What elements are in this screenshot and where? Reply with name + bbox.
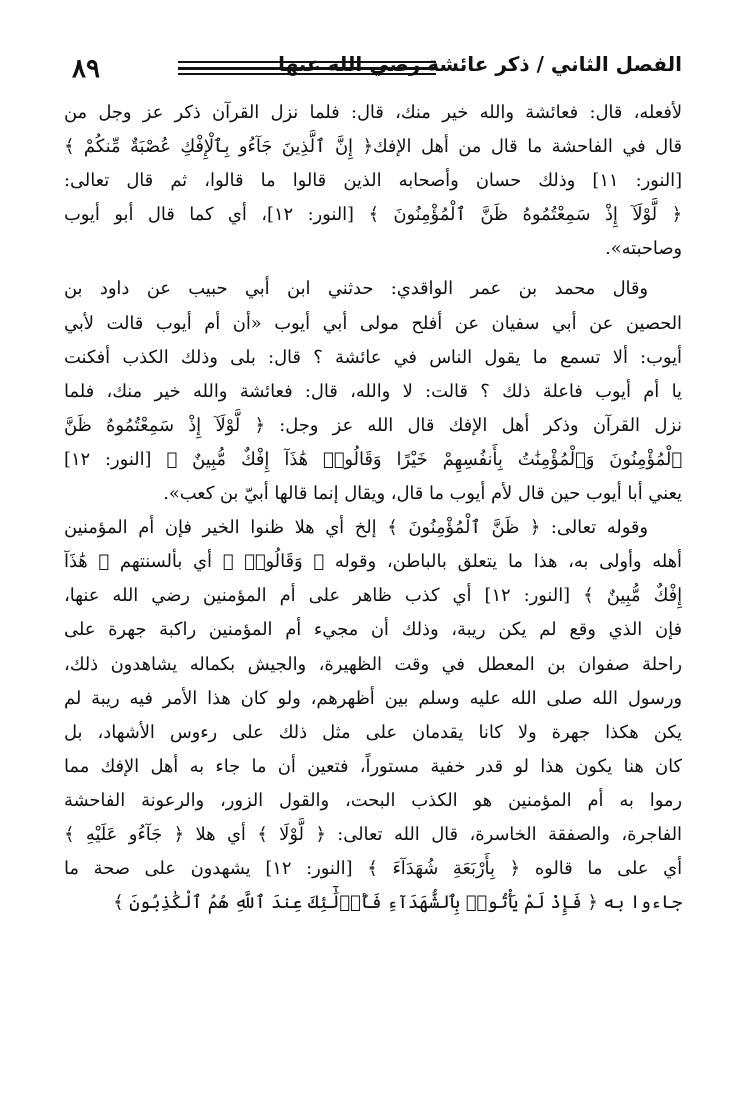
text-line: جاءوا به ﴿ فَإِذْ لَمْ يَأْتُوا۟ بِٱلشُّهَدَآءِ فَأُو۟لَٰٓئِكَ عِندَ ٱللَّهِ هُمُ ٱلْكَٰذِبُونَ ﴾ bbox=[113, 892, 682, 914]
text-line: وقوله تعالى: ﴿ ظَنَّ ٱلْمُؤْمِنُونَ ﴾ إلخ أي هلا ظنوا الخير فإن أم المؤمنين bbox=[64, 517, 648, 539]
paragraph bbox=[64, 272, 682, 511]
chapter-title: الفصل الثاني / ذكر عائشة رضي الله عنها bbox=[278, 52, 682, 76]
text-line: يا أم أيوب فاعلة ذلك ؟ قالت: لا والله، قال: فعائشة والله خير منك، فلما bbox=[64, 380, 682, 402]
text-line: وقال محمد بن عمر الواقدي: حدثني ابن أبي حبيب عن داود بن bbox=[64, 278, 648, 300]
text-line: فإن الذي وقع لم يكن ريبة، وذلك أن مجيء أم المؤمنين راكبة جهرة على bbox=[64, 619, 682, 641]
text-line: الحصين عن أبي سفيان عن أفلح مولى أبي أيوب «أن أم أيوب قالت لأبي bbox=[64, 312, 682, 334]
body-text bbox=[64, 96, 682, 920]
text-line: أي على ما قالوه ﴿ بِأَرْبَعَةِ شُهَدَآءَ ﴾ [النور: ١٢] يشهدون على صحة ما bbox=[64, 858, 682, 880]
text-line: يعني أبا أيوب حين قال لأم أيوب ما قال، ويقال إنما قالها أبيّ بن كعب». bbox=[163, 483, 682, 505]
text-line: ورسول الله صلى الله عليه وسلم بين أظهرهم، ولو كان هذا الأمر فيه ريبة لم bbox=[64, 687, 682, 709]
text-line: لأفعله، قال: فعائشة والله خير منك، قال: فلما نزل القرآن ذكر عز وجل من bbox=[64, 102, 682, 123]
paragraph bbox=[64, 96, 682, 266]
text-line: راحلة صفوان بن المعطل في وقت الظهيرة، والجيش بكماله يشاهدون ذلك، bbox=[64, 653, 682, 675]
text-line: قال في الفاحشة ما قال من أهل الإفك﴿ إِنَّ ٱلَّذِينَ جَآءُو بِٱلْإِفْكِ عُصْبَةٌ مِّنكُمْ ﴾ bbox=[64, 136, 682, 158]
text-line: الفاجرة، والصفقة الخاسرة، قال الله تعالى: ﴿ لَّوْلَا ﴾ أي هلا ﴿ جَآءُو عَلَيْهِ ﴾ bbox=[64, 823, 682, 845]
text-line: كان هنا يكون هذا لو قدر خفية مستوراً، فتعين أن ما جاء به أهل الإفك مما bbox=[64, 755, 682, 777]
text-line: ﴿ لَّوْلَآ إِذْ سَمِعْتُمُوهُ ظَنَّ ٱلْمُؤْمِنُونَ ﴾ [النور: ١٢]، أي كما قال أبو أيوب bbox=[64, 204, 682, 226]
text-line: ٱلْمُؤْمِنُونَ وَٱلْمُؤْمِنَٰتُ بِأَنفُسِهِمْ خَيْرًا وَقَالُوا۟ هَٰذَآ إِفْكٌ مُّبِينٌ ﴾ [النور: ١٢] bbox=[64, 448, 682, 470]
page-header bbox=[64, 50, 682, 90]
text-line: نزل القرآن وذكر أهل الإفك قال الله عز وجل: ﴿ لَّوْلَآ إِذْ سَمِعْتُمُوهُ ظَنَّ bbox=[64, 414, 682, 436]
paragraph bbox=[64, 511, 682, 920]
text-line: إِفْكٌ مُّبِينٌ ﴾ [النور: ١٢] أي كذب ظاهر على أم المؤمنين رضي الله عنها، bbox=[64, 585, 682, 607]
text-line: أهله وأولى به، هذا ما يتعلق بالباطن، وقوله ﴿ وَقَالُوا۟ ﴾ أي بألسنتهم ﴿ هَٰذَآ bbox=[64, 551, 682, 573]
text-line: يكن هكذا جهرة ولا كانا يقدمان على مثل ذلك على رءوس الأشهاد، بل bbox=[64, 721, 682, 743]
text-line: [النور: ١١] وذلك حسان وأصحابه الذين قالوا ما قالوا، ثم قال تعالى: bbox=[64, 170, 682, 192]
text-line: أيوب: ألا تسمع ما يقول الناس في عائشة ؟ قال: بلى وذلك الكذب أفكنت bbox=[64, 346, 682, 368]
text-line: وصاحبته». bbox=[605, 238, 682, 260]
page-number: ٨٩ bbox=[72, 54, 100, 84]
text-line: رموا به أم المؤمنين هو الكذب البحت، والقول الزور، والرعونة الفاحشة bbox=[64, 789, 682, 811]
